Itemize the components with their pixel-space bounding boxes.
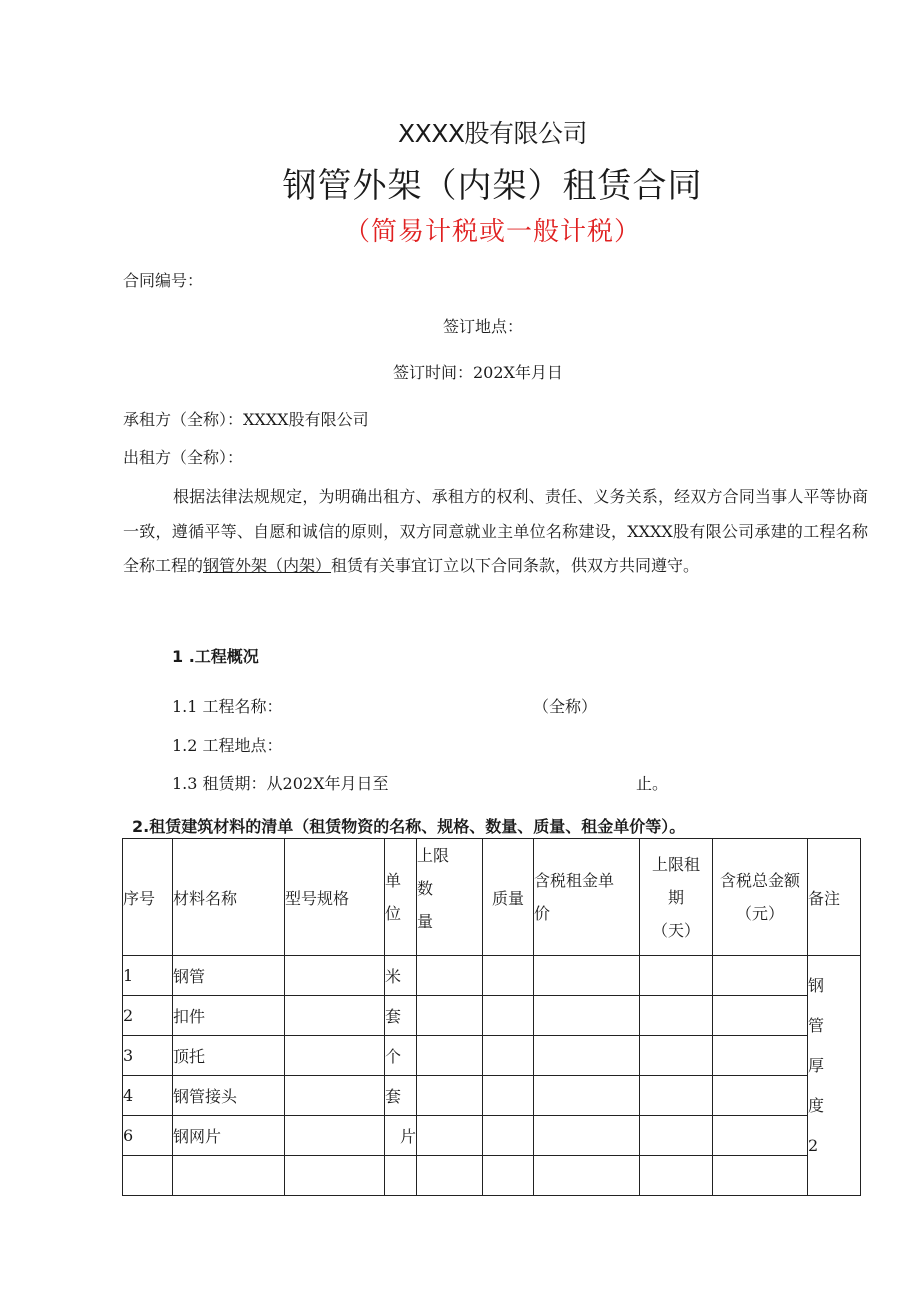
header-total-amount: 含税总金额 （元）: [713, 839, 808, 956]
header-unit: 单 位: [385, 839, 417, 956]
section-2-heading: 2.租赁建筑材料的清单（租赁物资的名称、规格、数量、质量、租金单价等）。: [132, 817, 686, 836]
materials-table: [122, 838, 861, 1196]
row-material-name: 钢网片: [173, 1116, 285, 1156]
row-seq: 1: [123, 956, 173, 996]
row-unit: 片: [385, 1116, 417, 1156]
intro-text-2: 租赁有关事宜订立以下合同条款，供双方共同遵守。: [331, 556, 700, 575]
table-row-empty: [123, 1156, 861, 1196]
contract-title: 钢管外架（内架）租赁合同: [282, 166, 703, 206]
row-unit: 套: [385, 996, 417, 1036]
header-unit-price: 含税租金单 价: [534, 839, 640, 956]
row-material-name: 扣件: [173, 996, 285, 1036]
row-seq: 2: [123, 996, 173, 1036]
table-row: [123, 956, 861, 996]
lease-period-label: 1.3 租赁期：从202X年月日至: [172, 774, 389, 793]
lessor-line: 出租方（全称）：: [123, 448, 244, 467]
header-spec: 型号规格: [285, 839, 385, 956]
project-location-label: 1.2 工程地点：: [172, 736, 283, 755]
remark-cell: 钢 管 厚 度 2: [808, 956, 861, 1196]
section-1-heading: 1 .工程概况: [172, 647, 259, 666]
table-row: [123, 1076, 861, 1116]
sign-place-label: 签订地点：: [443, 317, 524, 336]
intro-underlined-subject: 钢管外架（内架）: [203, 556, 332, 575]
row-material-name: 钢管: [173, 956, 285, 996]
table-row: [123, 1036, 861, 1076]
header-material-name: 材料名称: [173, 839, 285, 956]
table-row: [123, 1116, 861, 1156]
row-material-name: 钢管接头: [173, 1076, 285, 1116]
company-name: XXXX股有限公司: [397, 119, 587, 148]
header-quality: 质量: [483, 839, 534, 956]
header-max-period: 上限租 期 （天）: [640, 839, 713, 956]
row-unit: 套: [385, 1076, 417, 1116]
header-seq: 序号: [123, 839, 173, 956]
row-material-name: 顶托: [173, 1036, 285, 1076]
header-remark: 备注: [808, 839, 861, 956]
row-seq: 3: [123, 1036, 173, 1076]
project-name-label: 1.1 工程名称：: [172, 697, 283, 716]
row-unit: 米: [385, 956, 417, 996]
table-header-row: [123, 839, 861, 956]
intro-paragraph: [123, 480, 868, 584]
contract-number-label: 合同编号：: [123, 271, 204, 290]
table-row: [123, 996, 861, 1036]
header-max-quantity: 上限 数 量: [417, 839, 483, 956]
lessee-line: 承租方（全称）：XXXX股有限公司: [123, 410, 369, 429]
sign-time-label: 签订时间：202X年月日: [393, 363, 563, 382]
project-name-suffix: （全称）: [533, 697, 598, 716]
lease-period-suffix: 止。: [636, 774, 669, 793]
row-seq: 4: [123, 1076, 173, 1116]
row-seq: 6: [123, 1116, 173, 1156]
intro-text-1: 根据法律法规规定，为明确出租方、承租方的权利、责任、义务关系，经双方合同当事人平等协商一致，遵循平等、自愿和诚信的原则，双方同意就业主单位名称建设，XXXX股有限公司承建的工程名称全称工程的: [123, 487, 868, 575]
row-unit: 个: [385, 1036, 417, 1076]
contract-subtitle: （简易计税或一般计税）: [343, 217, 641, 247]
